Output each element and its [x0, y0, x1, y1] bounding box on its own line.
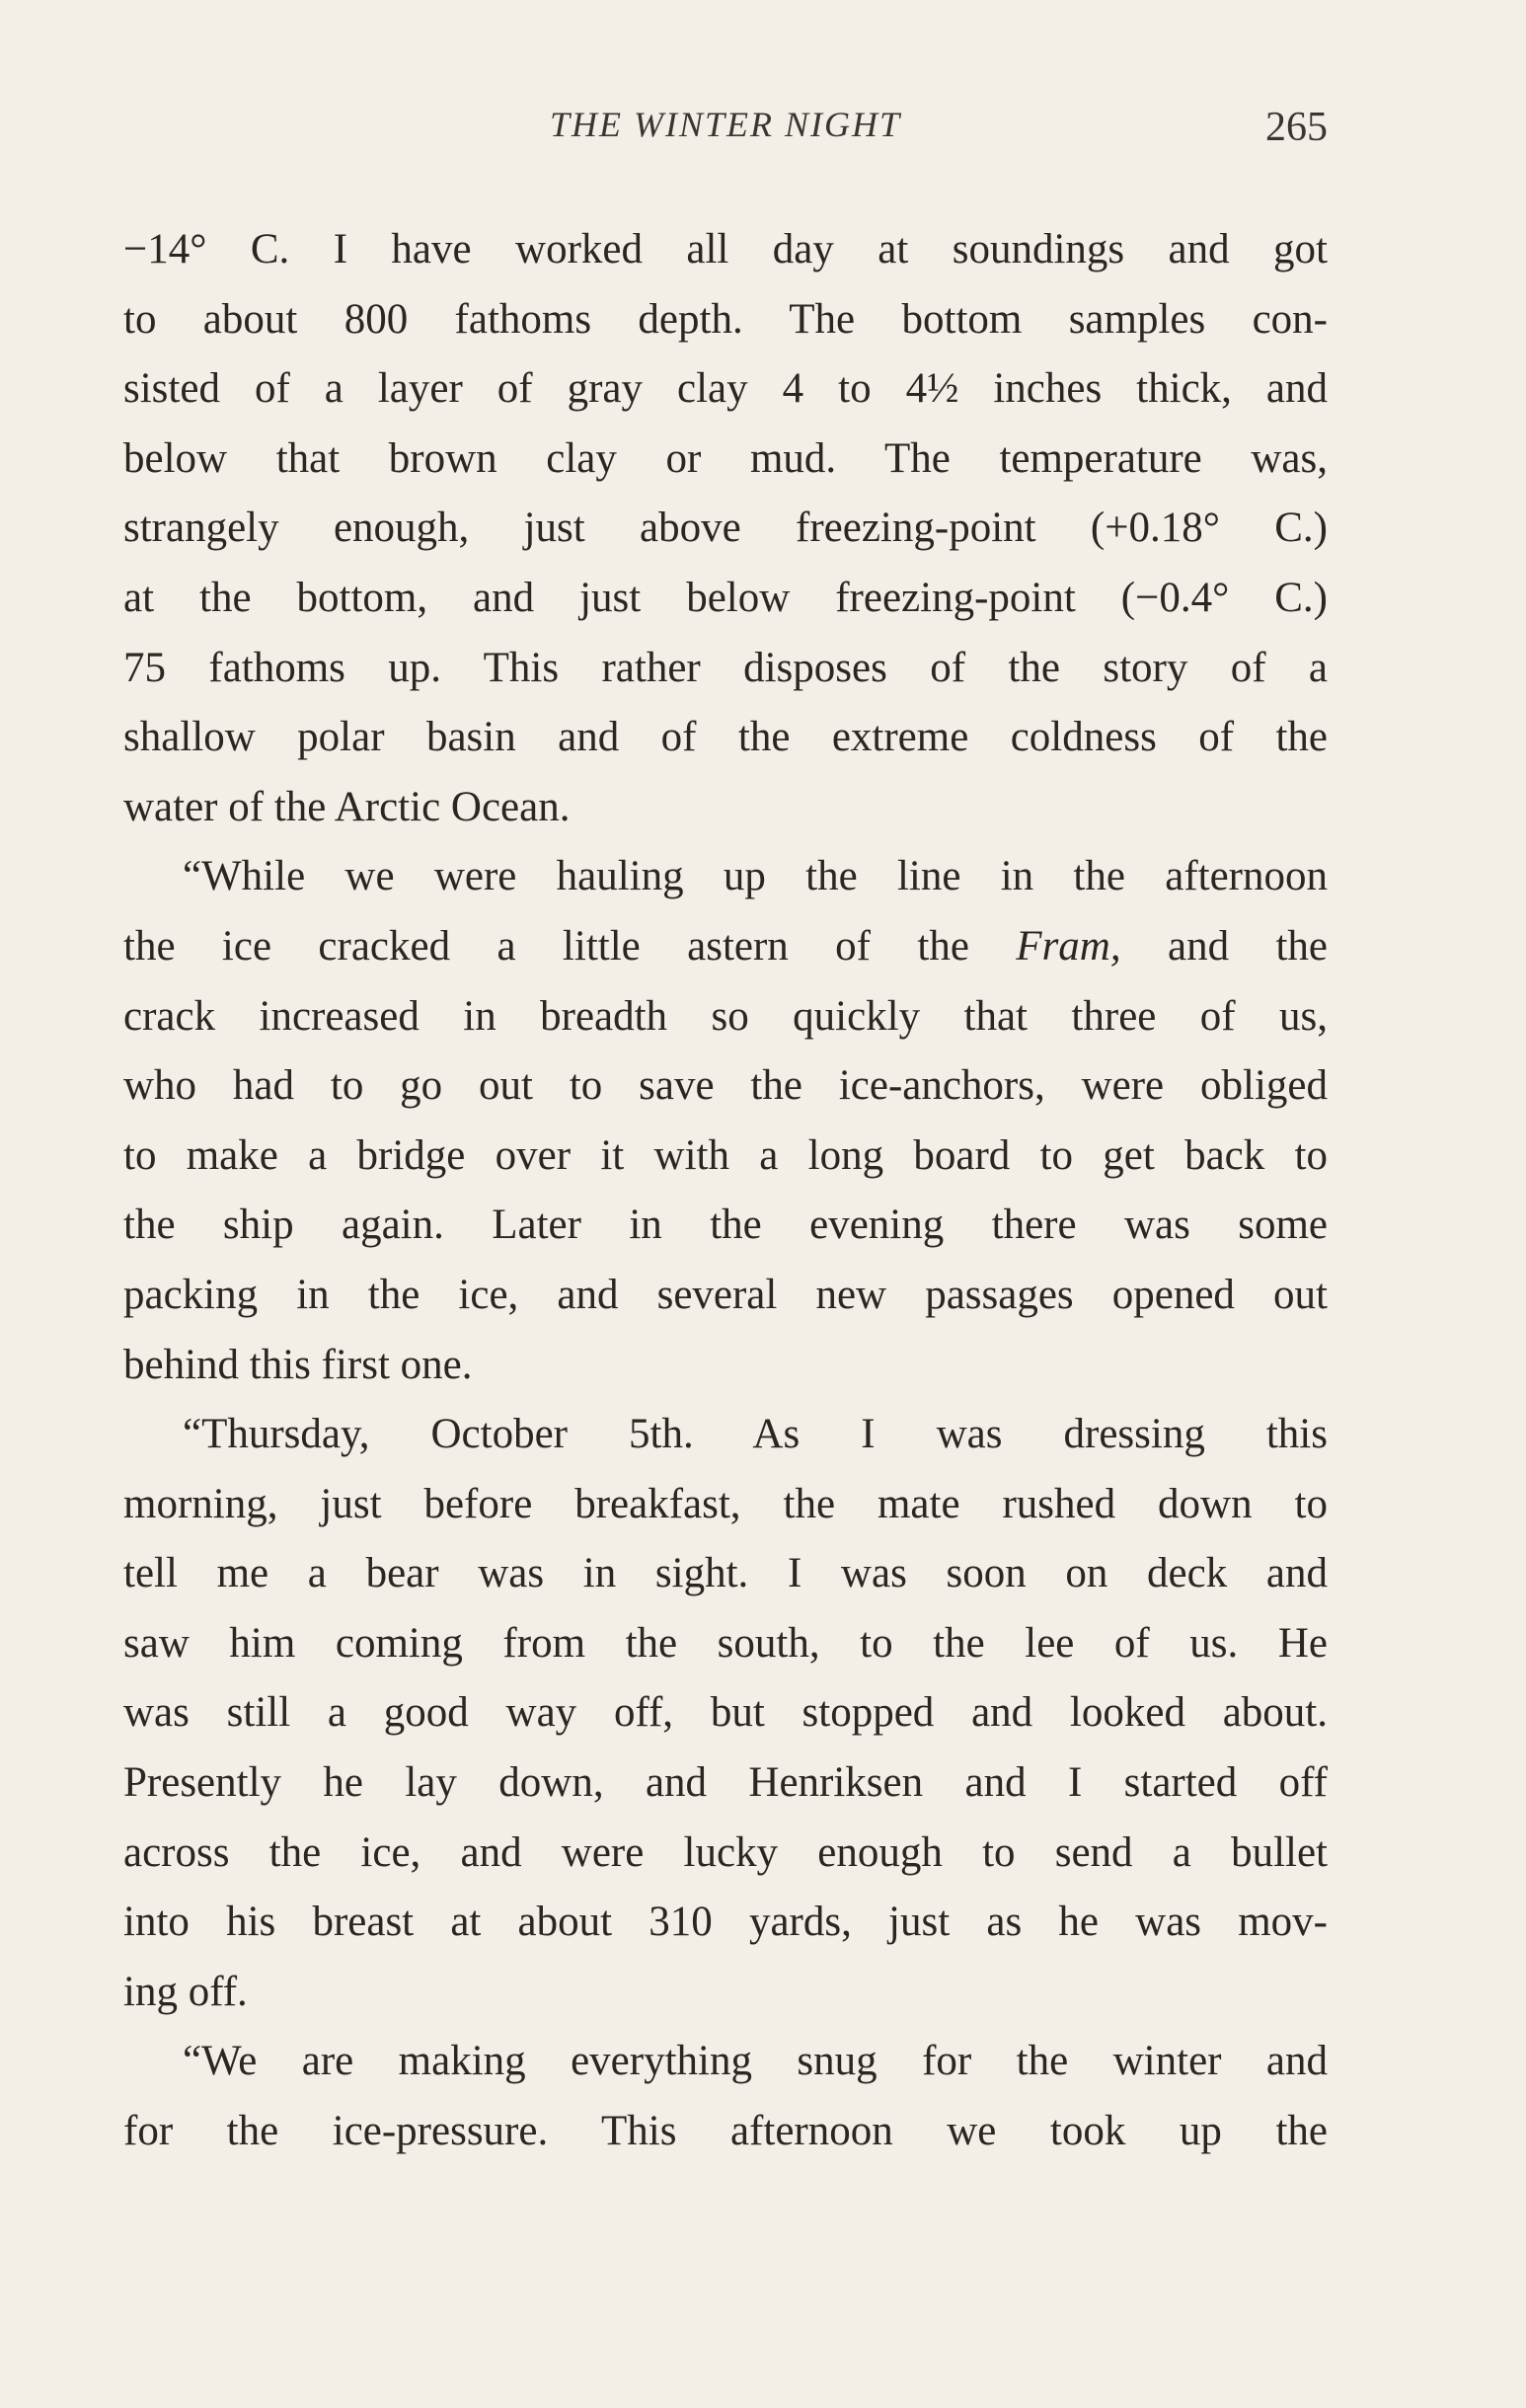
text-line: across the ice, and were lucky enough to send a bullet	[123, 1828, 1328, 1876]
text-line: sisted of a layer of gray clay 4 to 4½ inches thick, and	[123, 365, 1328, 413]
paragraph-start-line: “We are making everything snug for the winter and	[183, 2038, 1328, 2085]
ship-name-italic: Fram,	[1016, 922, 1121, 970]
text-line: saw him coming from the south, to the lee of us. He	[123, 1619, 1328, 1667]
text-line: to about 800 fathoms depth. The bottom samples con-	[123, 295, 1328, 343]
text-line: the ship again. Later in the evening there was some	[123, 1202, 1328, 1249]
text-segment: the ice cracked a little astern of the	[123, 922, 1017, 970]
text-line: was still a good way off, but stopped and looked about.	[123, 1689, 1328, 1737]
text-line: into his breast at about 310 yards, just as he was mov-	[123, 1899, 1328, 1946]
text-segment: and the	[1120, 922, 1328, 970]
text-line-with-italic	[123, 912, 1328, 982]
text-line: shallow polar basin and of the extreme coldness of the	[123, 714, 1328, 761]
paragraph-start-line: “Thursday, October 5th. As I was dressing this	[183, 1411, 1328, 1458]
text-line: to make a bridge over it with a long board to get back to	[123, 1131, 1328, 1179]
text-line: strangely enough, just above freezing-point (+0.18° C.)	[123, 505, 1328, 552]
running-title: THE WINTER NIGHT	[549, 105, 902, 144]
text-line: Presently he lay down, and Henriksen and I started off	[123, 1759, 1328, 1807]
text-line: for the ice-pressure. This afternoon we took up the	[123, 2108, 1328, 2155]
paragraph-end-line: behind this first one.	[123, 1341, 473, 1388]
text-line: below that brown clay or mud. The temperature was,	[123, 434, 1328, 482]
text-line: at the bottom, and just below freezing-point (−0.4° C.)	[123, 574, 1328, 621]
paragraph-end-line: water of the Arctic Ocean.	[123, 783, 571, 830]
text-line: tell me a bear was in sight. I was soon on deck and	[123, 1550, 1328, 1597]
page-number: 265	[1265, 105, 1328, 150]
text-line: crack increased in breadth so quickly that three of us,	[123, 992, 1328, 1040]
text-line: −14° C. I have worked all day at soundings and got	[123, 226, 1328, 272]
text-line: packing in the ice, and several new passages opened out	[123, 1271, 1328, 1318]
text-line: who had to go out to save the ice-anchors, were obliged	[123, 1062, 1328, 1110]
running-head	[123, 104, 1328, 163]
paragraph-start-line: “While we were hauling up the line in the afternoon	[183, 853, 1328, 900]
body-text	[123, 215, 1328, 2167]
text-line: 75 fathoms up. This rather disposes of the story of a	[123, 644, 1328, 691]
text-line: morning, just before breakfast, the mate rushed down to	[123, 1480, 1328, 1527]
paragraph-end-line: ing off.	[123, 1968, 248, 2015]
